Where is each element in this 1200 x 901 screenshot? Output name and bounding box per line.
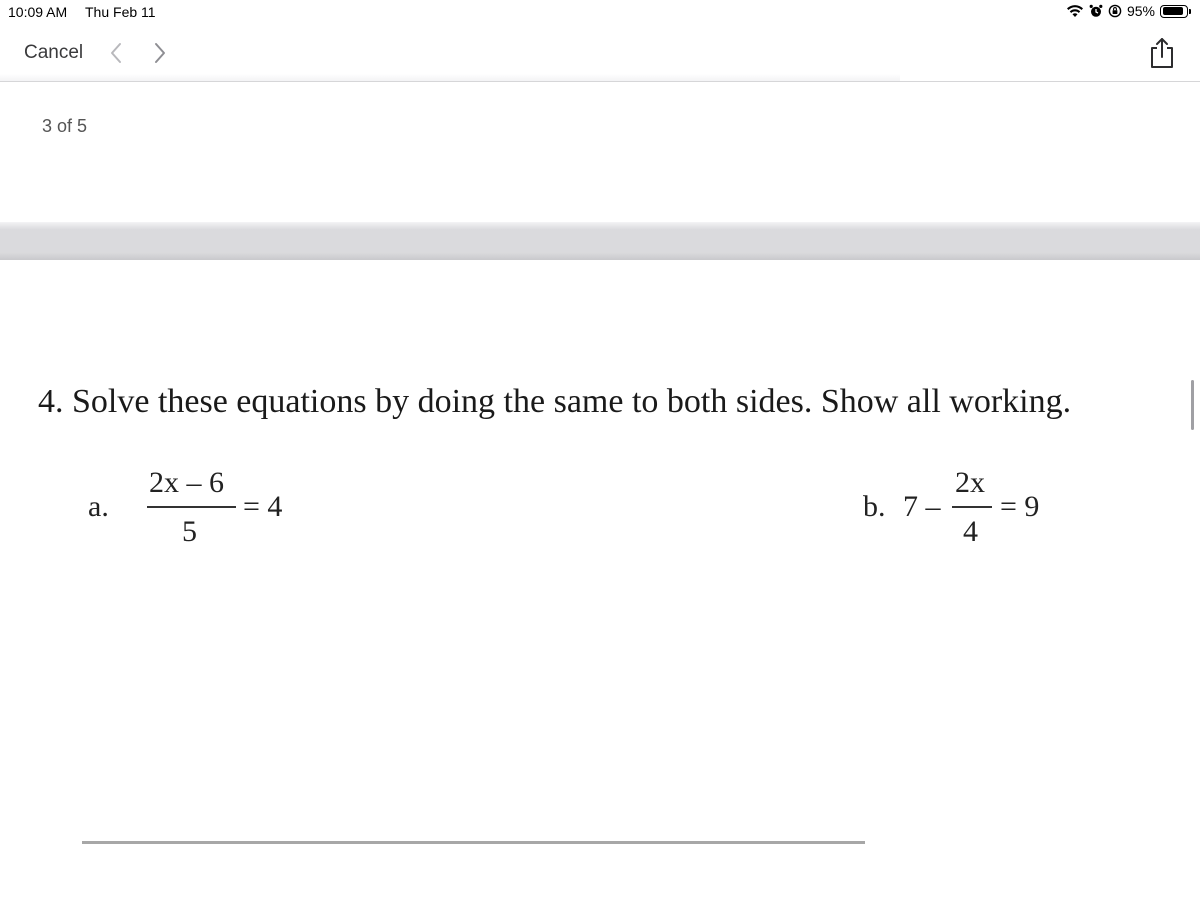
toolbar: [0, 28, 1200, 80]
battery-icon: [1160, 5, 1188, 18]
cancel-button[interactable]: Cancel: [24, 42, 84, 63]
toolbar-shadow: [0, 74, 900, 81]
equation-b-rhs: = 9: [1000, 490, 1040, 523]
status-date: Thu Feb 11: [85, 4, 156, 20]
equation-a-denominator: 5: [182, 515, 197, 548]
equation-b-denominator: 4: [963, 515, 978, 548]
page-counter: 3 of 5: [42, 116, 88, 136]
scroll-indicator[interactable]: [1191, 380, 1194, 430]
toolbar-divider: [0, 81, 1200, 82]
equation-b-lhs: 7 –: [903, 490, 941, 523]
page-separator: [0, 222, 1200, 260]
wifi-icon: [1066, 4, 1084, 18]
question-text: 4. Solve these equations by doing the same to both sides. Show all working.: [38, 383, 1072, 420]
status-bar: [0, 0, 1200, 24]
alarm-icon: [1089, 4, 1103, 18]
status-time: 10:09 AM: [8, 4, 68, 20]
equation-a-rhs: = 4: [243, 490, 283, 523]
equation-a-fraction-bar: [147, 506, 236, 508]
battery-fill: [1163, 7, 1184, 15]
equation-a-label: a.: [88, 490, 109, 523]
equation-b-label: b.: [863, 490, 886, 523]
orientation-lock-icon: [1108, 4, 1122, 18]
answer-line: [82, 841, 865, 844]
chevron-right-icon[interactable]: [150, 40, 170, 71]
equation-b-numerator: 2x: [955, 466, 985, 499]
chevron-left-icon[interactable]: [107, 40, 127, 71]
status-icons: [1066, 3, 1188, 19]
equation-a-numerator: 2x – 6: [149, 466, 224, 499]
battery-percent: 95%: [1126, 3, 1155, 19]
share-icon[interactable]: [1148, 36, 1176, 75]
equation-b-fraction-bar: [952, 506, 992, 508]
